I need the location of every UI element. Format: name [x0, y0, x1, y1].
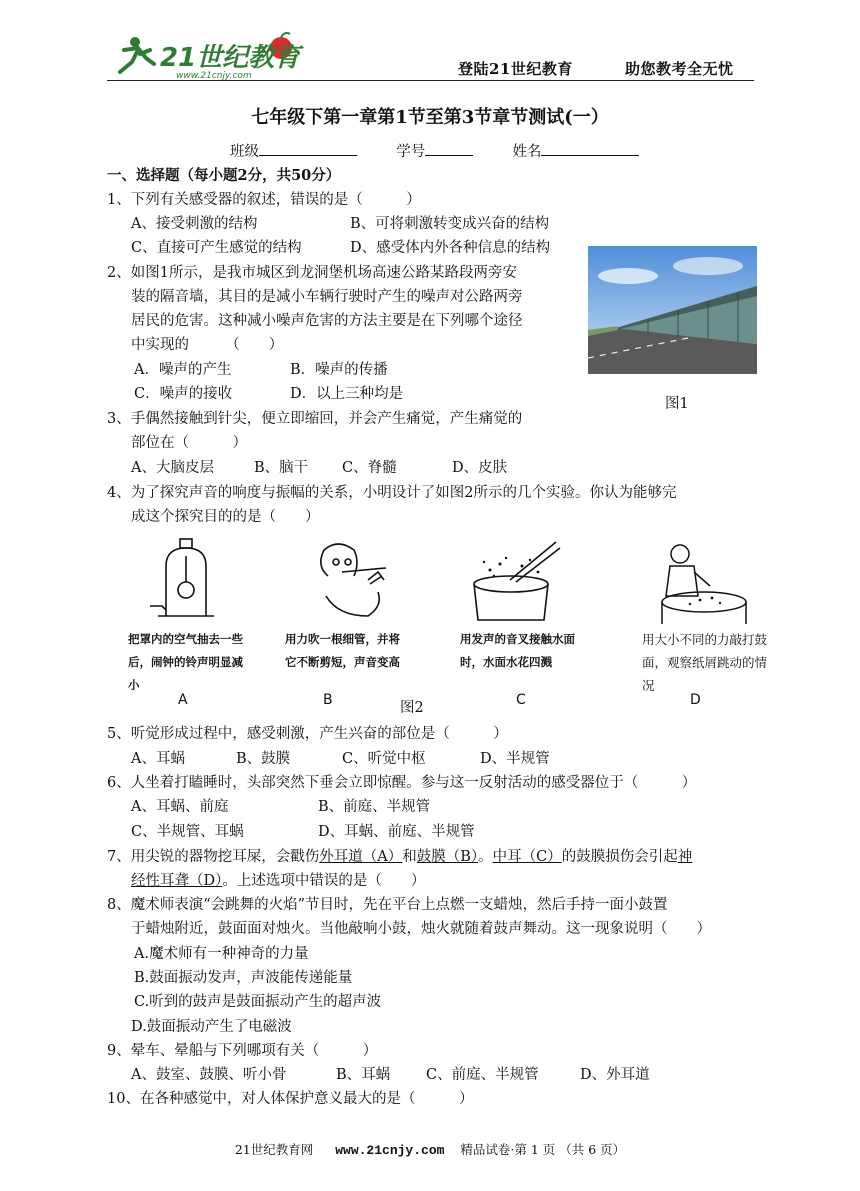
- q2-line3: 居民的危害。这种减小噪声危害的方法主要是在下列哪个途径: [131, 313, 523, 329]
- q8-option-a: A.魔术师有一种神奇的力量: [134, 946, 309, 962]
- q7-line2: [131, 869, 425, 890]
- q9-option-c: C、前庭、半规管: [426, 1067, 539, 1083]
- q2-line4: 中实现的 （ ）: [131, 337, 284, 353]
- q8-option-d: D.鼓面振动产生了电磁波: [131, 1019, 292, 1035]
- q7-term-c: 中耳（C）: [492, 849, 562, 865]
- figure2-letter-d: D: [690, 692, 701, 708]
- figure2-letter-b: B: [323, 692, 333, 708]
- q4-line2: 成这个探究目的的是（ ）: [131, 509, 320, 525]
- figure2-letter-c: C: [516, 692, 526, 708]
- name-blank[interactable]: [541, 141, 639, 156]
- q2-line2: 装的隔音墙，其目的是减小车辆行驶时产生的噪声对公路两旁: [131, 289, 523, 305]
- q3-option-b: B、脑干: [254, 460, 309, 476]
- logo-url: www.21cnjy.com: [176, 71, 252, 80]
- figure2-caption-d: 用大小不同的力敲打鼓面，观察纸屑跳动的情况: [642, 632, 768, 692]
- info-line: [230, 140, 639, 161]
- q6-option-c: C、半规管、耳蜗: [131, 824, 244, 840]
- q2-option-b: B．噪声的传播: [290, 362, 388, 378]
- figure2-panel-b-drawing: [298, 536, 398, 626]
- q7-text-1: 7、用尖锐的器物挖耳屎，会戳伤: [107, 849, 320, 865]
- q7-text-3: 。: [478, 849, 493, 865]
- logo-text: 21世纪教育: [160, 43, 301, 73]
- q5-stem: 5、听觉形成过程中，感受刺激，产生兴奋的部位是（ ）: [107, 726, 508, 742]
- figure2-caption-a: 把罩内的空气抽去一些后，闹钟的铃声明显减小: [128, 632, 243, 692]
- q8-option-c: C.听到的鼓声是鼓面振动产生的超声波: [134, 994, 382, 1010]
- slogan-left: 登陆21世纪教育: [458, 60, 573, 78]
- q3-line1: 3、手偶然接触到针尖，便立即缩回，并会产生痛觉，产生痛觉的: [107, 411, 523, 427]
- q1-option-b: B、可将刺激转变成兴奋的结构: [350, 216, 550, 232]
- q9-option-b: B、耳蜗: [336, 1067, 391, 1083]
- footer-site: 21世纪教育网: [234, 1142, 314, 1157]
- page-title: 七年级下第一章第1节至第3节章节测试(一）: [251, 107, 609, 128]
- q3-option-d: D、皮肤: [452, 460, 508, 476]
- q7-line1: [107, 845, 692, 866]
- q8-line1: 8、魔术师表演“会跳舞的火焰”节目时，先在平台上点燃一支蜡烛，然后手持一面小鼓置: [107, 897, 668, 913]
- id-label: 学号: [396, 144, 426, 160]
- figure2-panel-a-drawing: [146, 536, 226, 626]
- q2-option-a: A．噪声的产生: [134, 362, 232, 378]
- q7-text-4: 的鼓膜损伤会引起: [561, 849, 678, 865]
- q3-line2: 部位在（ ）: [131, 435, 247, 451]
- q1-option-a: A、接受刺激的结构: [131, 216, 258, 232]
- q8-line2: 于蜡烛附近，鼓面面对烛火。当他敲响小鼓，烛火就随着鼓声舞动。这一现象说明（ ）: [131, 921, 711, 937]
- q9-option-a: A、鼓室、鼓膜、听小骨: [131, 1067, 287, 1083]
- q6-option-d: D、耳蜗、前庭、半规管: [318, 824, 475, 840]
- figure1-caption: 图1: [665, 396, 689, 412]
- site-logo[interactable]: [110, 28, 310, 78]
- q5-option-a: A、耳蜗: [131, 751, 185, 767]
- id-blank[interactable]: [425, 141, 473, 156]
- q2-option-c: C．噪声的接收: [134, 386, 233, 402]
- figure2-panel-d-drawing: [640, 540, 750, 626]
- class-label: 班级: [230, 144, 259, 160]
- q9-option-d: D、外耳道: [580, 1067, 650, 1083]
- figure2-caption: 图2: [400, 700, 424, 716]
- q5-option-c: C、听觉中枢: [342, 751, 426, 767]
- figure2-caption-c: 用发声的音叉接触水面时，水面水花四溅: [460, 632, 575, 669]
- q2-line1: 2、如图1所示，是我市城区到龙洞堡机场高速公路某路段两旁安: [107, 265, 517, 281]
- q7-text-2: 和: [402, 849, 417, 865]
- q10-stem: 10、在各种感觉中，对人体保护意义最大的是（ ）: [107, 1091, 474, 1107]
- q7-term-d-start: 神: [677, 849, 693, 865]
- footer-url[interactable]: www.21cnjy.com: [335, 1143, 445, 1158]
- page-footer: [0, 1140, 860, 1158]
- q5-option-d: D、半规管: [480, 751, 550, 767]
- q6-option-b: B、前庭、半规管: [318, 799, 431, 815]
- q2-option-d: D．以上三种均是: [290, 386, 404, 402]
- q1-stem: 1、下列有关感受器的叙述，错误的是（ ）: [107, 192, 421, 208]
- footer-page-info: 精品试卷·第 1 页 （共 6 页）: [460, 1142, 626, 1157]
- header-divider: [107, 80, 754, 81]
- section-heading: 一、选择题（每小题2分，共50分）: [107, 167, 341, 184]
- q7-term-d-end: 经性耳聋（D）: [131, 873, 223, 889]
- q4-line1: 4、为了探究声音的响度与振幅的关系，小明设计了如图2所示的几个实验。你认为能够完: [107, 485, 677, 501]
- q1-option-c: C、直接可产生感觉的结构: [131, 240, 302, 256]
- figure1-photo: [588, 246, 757, 374]
- figure2-letter-a: A: [178, 692, 188, 708]
- q6-option-a: A、耳蜗、前庭: [131, 799, 229, 815]
- figure2-panel-c-drawing: [460, 536, 570, 626]
- slogan-right: 助您教考全无忧: [625, 60, 734, 78]
- q7-term-a: 外耳道（A）: [319, 849, 403, 865]
- name-label: 姓名: [512, 144, 542, 160]
- q9-stem: 9、晕车、晕船与下列哪项有关（ ）: [107, 1043, 378, 1059]
- figure2-caption-b: 用力吹一根细管，并将它不断剪短，声音变高: [285, 632, 400, 669]
- q8-option-b: B.鼓面振动发声，声波能传递能量: [134, 970, 353, 986]
- q6-stem: 6、人坐着打瞌睡时，头部突然下垂会立即惊醒。参与这一反射活动的感受器位于（ ）: [107, 775, 697, 791]
- q7-term-b: 鼓膜（B）: [416, 849, 479, 865]
- q3-option-a: A、大脑皮层: [131, 460, 214, 476]
- q7-text-5: 。上述选项中错误的是（ ）: [222, 873, 426, 889]
- q3-option-c: C、脊髓: [342, 460, 397, 476]
- q5-option-b: B、鼓膜: [236, 751, 291, 767]
- q1-option-d: D、感受体内外各种信息的结构: [350, 240, 551, 256]
- class-blank[interactable]: [259, 141, 357, 156]
